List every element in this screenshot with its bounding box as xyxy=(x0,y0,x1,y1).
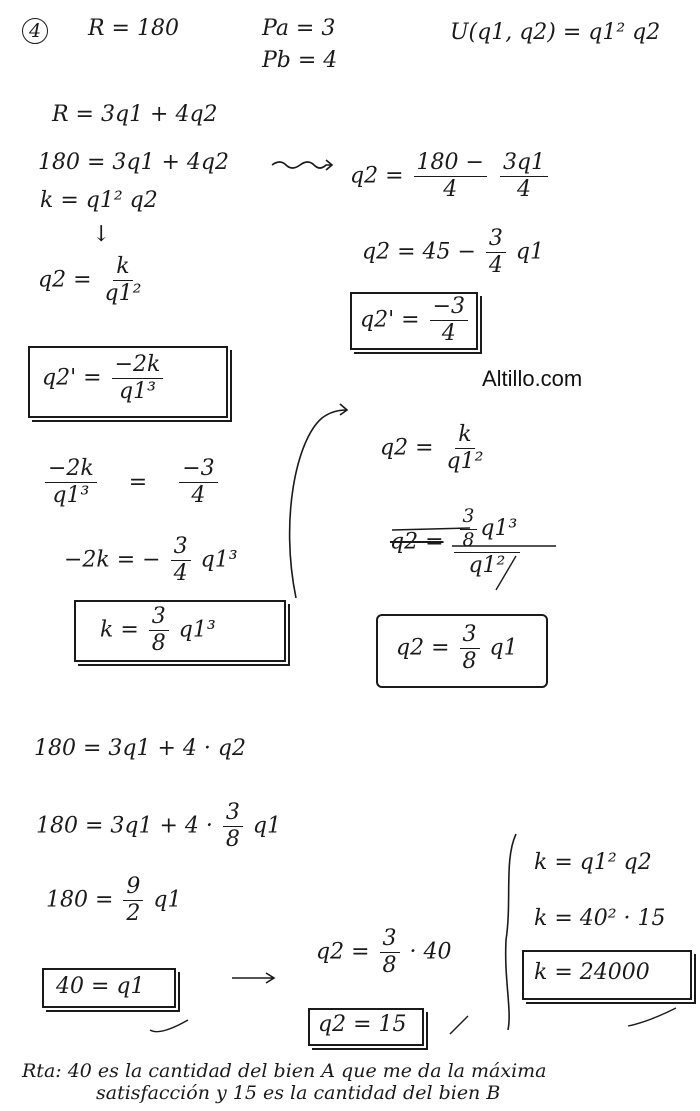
wavy-arrow-icon xyxy=(272,160,332,170)
derivative-equation: q2' = $\frac{-2k}{\text{q1³}}$ xyxy=(42,354,166,403)
q2-simplified: q2 = 45 − $\frac{3}{4}$ q1 xyxy=(362,226,545,278)
q1-result: 40 = q1 xyxy=(56,974,145,999)
budget-substitution-1: 180 = 3q1 + 4 · q2 xyxy=(34,736,246,761)
check-mark-icon-3 xyxy=(628,1008,676,1026)
k-result-equation: k = $\frac{3}{8}$ q1³ xyxy=(100,604,216,656)
q2-result: q2 = $\frac{3}{8}$ q1 xyxy=(396,622,518,674)
cancel-slash xyxy=(496,556,516,590)
curved-arrow-icon xyxy=(290,404,347,598)
budget-general: R = 3q1 + 4q2 xyxy=(52,102,218,127)
k-numeric: k = 40² · 15 xyxy=(534,906,666,931)
answer-note-line-1: Rta: 40 es la cantidad del bien A que me da la máxima xyxy=(22,1060,547,1082)
down-arrow-icon: ↓ xyxy=(92,222,111,247)
q2-substitution: q2 = $\frac{k}{\text{q1²}}$ xyxy=(380,422,484,474)
check-mark-icon xyxy=(150,1020,188,1032)
isolate-k-step: −2k = − $\frac{3}{4}$ q1³ xyxy=(64,534,238,586)
check-mark-icon-2 xyxy=(450,1016,468,1034)
q2-final: q2 = 15 xyxy=(318,1012,407,1037)
utility-function: U(q1, q2) = q1² q2 xyxy=(450,20,661,45)
budget-substitution-2: 180 = 3q1 + 4 · $\frac{3}{8}$ q1 xyxy=(36,800,281,852)
k-from-utility: k = q1² q2 xyxy=(534,850,652,875)
indifference-curve: k = q1² q2 xyxy=(40,188,158,213)
price-b: Pb = 4 xyxy=(262,48,338,73)
k-final: k = 24000 xyxy=(534,960,650,985)
q2-struck-step: q2 = $\frac{3}{8}$ q1³ q1² xyxy=(390,508,523,577)
problem-number: 4 xyxy=(22,18,48,44)
income-equation: R = 180 xyxy=(88,16,179,41)
watermark: Altillo.com xyxy=(482,366,583,391)
q2-of-k: q2 = $\frac{k}{\text{q1²}}$ xyxy=(38,254,142,306)
strike-line xyxy=(392,528,470,530)
q2-computation: q2 = $\frac{3}{8}$ · 40 xyxy=(316,926,452,978)
right-arrow-icon xyxy=(232,973,274,983)
slope-equality: $\frac{-2k}{\text{q1³}}$ = $\frac{-3}{4}$ xyxy=(42,458,221,507)
price-a: Pa = 3 xyxy=(262,16,336,41)
budget-slope: q2' = $\frac{-3}{4}$ xyxy=(360,296,471,345)
brace xyxy=(506,834,516,1030)
budget-substitution-3: 180 = $\frac{9}{2}$ q1 xyxy=(46,874,182,926)
budget-numeric: 180 = 3q1 + 4q2 xyxy=(38,150,229,175)
q2-isolated: q2 = $\frac{180 -}{4}$ $\frac{3q1}{4}$ xyxy=(350,152,551,201)
answer-note-line-2: satisfacción y 15 es la cantidad del bien B xyxy=(96,1082,501,1104)
